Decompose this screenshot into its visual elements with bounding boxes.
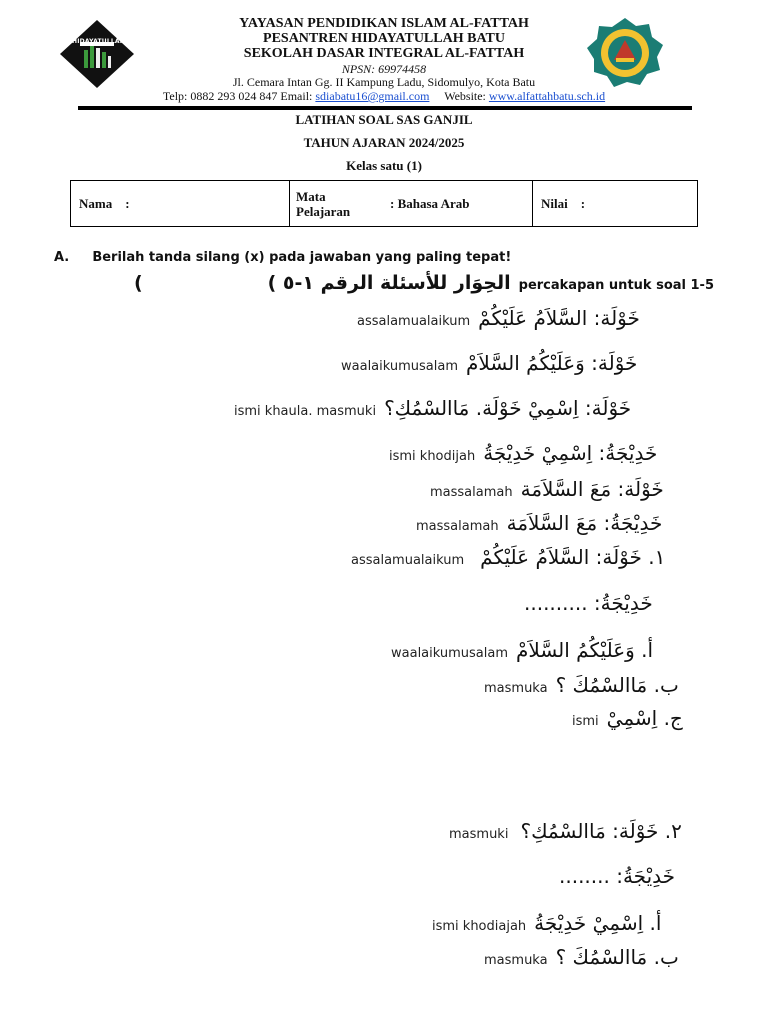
class-label: Kelas satu (1) [346, 158, 422, 173]
school-year: TAHUN AJARAN 2024/2025 [303, 135, 465, 150]
nama-colon: : [125, 195, 130, 211]
dialog-line [416, 511, 662, 535]
question-2-option-a[interactable] [432, 911, 661, 935]
nilai-label: Nilai [541, 195, 568, 211]
option-arabic: ب. مَاالسْمُكَ ؟ [555, 945, 679, 969]
question-1-stem [351, 545, 665, 569]
option-arabic: أ. وَعَلَيْكُمُ السَّلاَمْ [516, 638, 654, 662]
option-latin: masmuka [484, 681, 548, 696]
logo-left-text: HIDAYATULLAH [72, 38, 125, 45]
dialog-latin: assalamualaikum [357, 314, 471, 329]
nama-label: Nama [79, 195, 113, 211]
dialog-latin: ismi khodijah [389, 449, 476, 464]
option-latin: ismi khodiajah [432, 919, 527, 934]
dialog-heading [268, 272, 714, 294]
question-1-blank: خَدِيْجَةُ: .......... [524, 591, 653, 615]
question-1-option-b[interactable] [484, 673, 679, 697]
question-2-stem [449, 819, 682, 843]
dialog-arabic: خَدِيْجَةُ: مَعَ السَّلاَمَة [506, 511, 663, 535]
nilai-cell[interactable] [533, 181, 698, 227]
nilai-colon: : [580, 195, 586, 211]
dialog-latin: ismi khaula. masmuki [234, 404, 377, 419]
header-line-2: PESANTREN HIDAYATULLAH BATU [263, 31, 505, 46]
option-latin: ismi [572, 714, 599, 729]
dialog-latin: massalamah [430, 485, 513, 500]
instruction-text: Berilah tanda silang (x) pada jawaban yang paling tepat! [92, 250, 512, 265]
option-arabic: ب. مَاالسْمُكَ ؟ [555, 673, 679, 697]
dialog-line [341, 351, 637, 375]
student-info-table [70, 180, 698, 227]
dialog-latin: waalaikumusalam [341, 359, 459, 374]
mapel-label-2: Pelajaran [296, 203, 351, 219]
dialog-arabic: خَوْلَة: السَّلاَمُ عَلَيْكُمْ [478, 306, 640, 330]
option-latin: waalaikumusalam [391, 646, 509, 661]
header-contact [0, 89, 768, 104]
dialog-arabic: خَوْلَة: وَعَلَيْكُمُ السَّلاَمْ [466, 351, 638, 375]
nama-cell[interactable] [71, 181, 290, 227]
dialog-line [234, 396, 631, 420]
mapel-label-1: Mata [296, 188, 326, 204]
question-2-blank: خَدِيْجَةُ: ........ [559, 864, 676, 888]
question-stem-arabic: ١. خَوْلَة: السَّلاَمُ عَلَيْكُمْ [480, 545, 666, 569]
question-stem-latin: masmuki [449, 827, 509, 842]
dialog-line [357, 306, 640, 330]
option-latin: masmuka [484, 953, 548, 968]
dialog-heading-latin: percakapan untuk soal 1-5 [518, 278, 714, 293]
dialog-arabic: خَدِيْجَةُ: اِسْمِيْ خَدِيْجَةُ [483, 441, 658, 465]
telp-text: Telp: 0882 293 024 847 Email: [162, 89, 313, 103]
instruction-letter: A. [54, 250, 70, 265]
website-link[interactable]: www.alfattahbatu.sch.id [488, 89, 606, 103]
header-line-1: YAYASAN PENDIDIKAN ISLAM AL-FATTAH [239, 16, 529, 31]
instruction-line [54, 250, 511, 265]
dialog-line [389, 441, 657, 465]
header-line-3: SEKOLAH DASAR INTEGRAL AL-FATTAH [243, 46, 525, 61]
question-1-option-a[interactable] [391, 638, 653, 662]
question-1-option-c[interactable] [572, 706, 683, 730]
dialog-line [430, 477, 664, 501]
dialog-heading-arabic: الحِوَار للأسئلة الرقم ١-٥ ) [267, 272, 511, 294]
dialog-latin: massalamah [416, 519, 499, 534]
dialog-arabic: خَوْلَة: اِسْمِيْ خَوْلَة. مَاالسْمُكِ؟ [384, 396, 632, 420]
website-label: Website: [444, 89, 486, 103]
question-stem-latin: assalamualaikum [351, 553, 465, 568]
email-link[interactable]: sdiabatu16@gmail.com [315, 89, 430, 103]
mapel-value: : Bahasa Arab [390, 195, 470, 211]
header-divider-thick [78, 106, 692, 110]
question-stem-arabic: ٢. خَوْلَة: مَاالسْمُكِ؟ [520, 819, 682, 843]
header-address: Jl. Cemara Intan Gg. II Kampung Ladu, Sidomulyo, Kota Batu [232, 75, 536, 89]
header-npsn: NPSN: 69974458 [341, 62, 427, 76]
question-2-option-b[interactable] [484, 945, 679, 969]
option-arabic: أ. اِسْمِيْ خَدِيْجَةُ [534, 911, 662, 935]
dialog-arabic: خَوْلَة: مَعَ السَّلاَمَة [520, 477, 664, 501]
mapel-cell [290, 181, 533, 227]
dialog-heading-paren: ( [134, 272, 143, 294]
option-arabic: ج. اِسْمِيْ [606, 706, 683, 730]
exam-title: LATIHAN SOAL SAS GANJIL [295, 112, 473, 127]
